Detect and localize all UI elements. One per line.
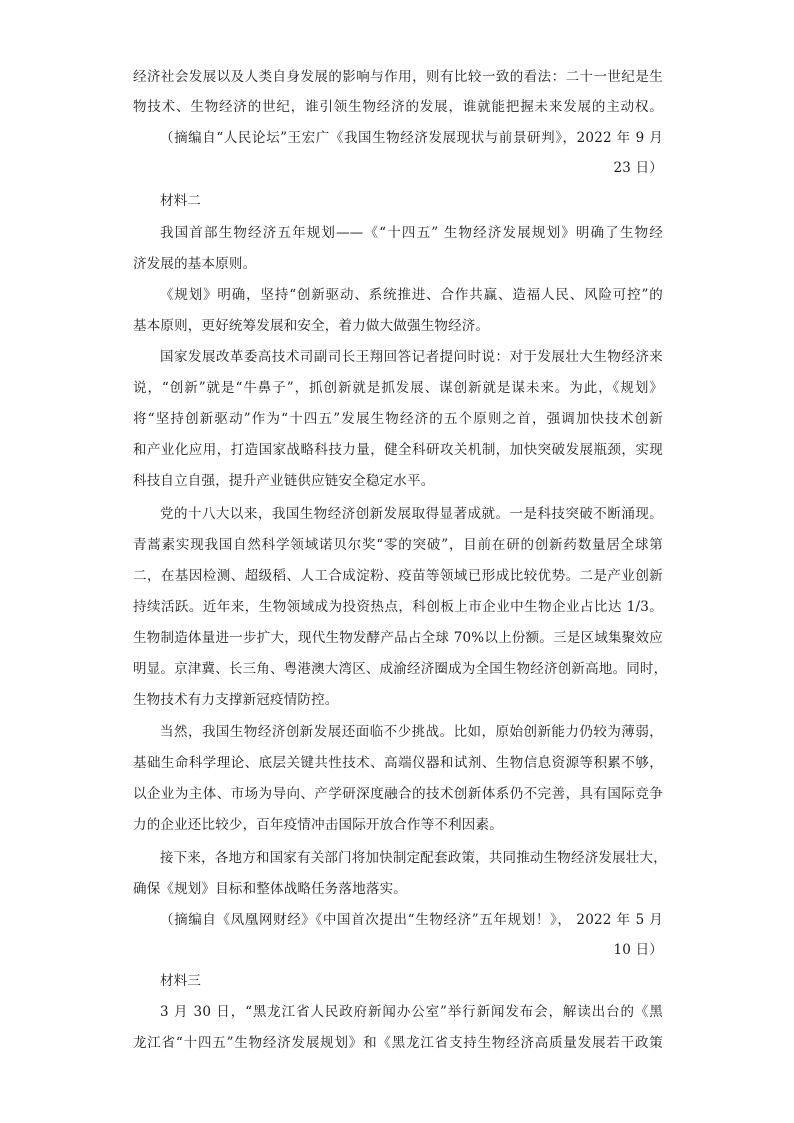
section-heading: 材料三 [160, 973, 202, 989]
text-line: 生物技术有力支撑新冠疫情防控。 [133, 692, 339, 708]
source-citation: （摘编自《凤凰网财经》《中国首次提出“生物经济”五年规划！》， 2022 年 5 月 [160, 912, 663, 928]
text-line: 将“坚持创新驱动”作为“十四五”发展生物经济的五个原则之首，强调加快技术创新 [133, 411, 663, 427]
text-line: 龙江省“十四五”生物经济发展规划》和《黑龙江省支持生物经济高质量发展若干政策 [133, 1035, 663, 1051]
text-line: 党的十八大以来，我国生物经济创新发展取得显著成就。一是科技突破不断涌现。 [160, 506, 663, 522]
text-line: 济发展的基本原则。 [133, 256, 257, 272]
text-line: 国家发展改革委高技术司副司长王翔回答记者提问时说：对于发展壮大生物经济来 [160, 349, 663, 365]
text-line: 持续活跃。近年来，生物领域成为投资热点，科创板上市企业中生物企业占比达 1/3。 [133, 599, 663, 615]
text-line: 基础生命科学理论、底层关键共性技术、高端仪器和试剂、生物信息资源等积累不够， [133, 755, 663, 771]
text-line: 我国首部生物经济五年规划——《“十四五” 生物经济发展规划》明确了生物经 [160, 225, 663, 241]
text-line: 明显。京津冀、长三角、粤港澳大湾区、成渝经济圈成为全国生物经济创新高地。同时， [133, 661, 668, 677]
text-line: 生物制造体量进一步扩大，现代生物发酵产品占全球 70%以上份额。三是区域集聚效应 [133, 630, 663, 646]
text-line: 力的企业还比较少，百年疫情冲击国际开放合作等不利因素。 [133, 817, 503, 833]
text-line: 接下来，各地方和国家有关部门将加快制定配套政策，共同推动生物经济发展壮大， [160, 850, 667, 866]
text-line: 科技自立自强，提升产业链供应链安全稳定水平。 [133, 473, 435, 489]
text-line: 确保《规划》目标和整体战略任务落地落实。 [133, 881, 407, 897]
text-line: 基本原则，更好统筹发展和安全，着力做大做强生物经济。 [133, 318, 490, 334]
text-line: 青蒿素实现我国自然科学领域诺贝尔奖“零的突破”，目前在研的创新药数量居全球第 [133, 537, 663, 553]
text-line: 当然，我国生物经济创新发展还面临不少挑战。比如，原始创新能力仍较为薄弱， [160, 724, 663, 740]
text-line: 《规划》明确，坚持“创新驱动、系统推进、合作共赢、造福人民、风险可控”的 [160, 287, 663, 303]
source-citation-date: 23 日） [613, 160, 663, 176]
text-line: 以企业为主体、市场为导向、产学研深度融合的技术创新体系仍不完善，具有国际竞争 [133, 786, 663, 802]
text-line: 二，在基因检测、超级稻、人工合成淀粉、疫苗等领域已形成比较优势。二是产业创新 [133, 568, 663, 584]
text-line: 和产业化应用，打造国家战略科技力量，健全科研攻关机制，加快突破发展瓶颈，实现 [133, 442, 663, 458]
source-citation: （摘编自“人民论坛”王宏广《我国生物经济发展现状与前景研判》，2022 年 9 月 [160, 130, 663, 146]
section-heading: 材料二 [160, 193, 202, 209]
text-line: 经济社会发展以及人类自身发展的影响与作用，则有比较一致的看法：二十一世纪是生 [133, 69, 663, 85]
source-citation-date: 10 日） [613, 942, 663, 958]
text-line: 说，“创新”就是“牛鼻子”，抓创新就是抓发展、谋创新就是谋未来。为此，《规划》 [133, 380, 663, 396]
text-line: 3 月 30 日，“黑龙江省人民政府新闻办公室”举行新闻发布会，解读出台的《黑 [160, 1004, 663, 1020]
text-line: 物技术、生物经济的世纪，谁引领生物经济的发展，谁就能把握未来发展的主动权。 [133, 99, 663, 115]
